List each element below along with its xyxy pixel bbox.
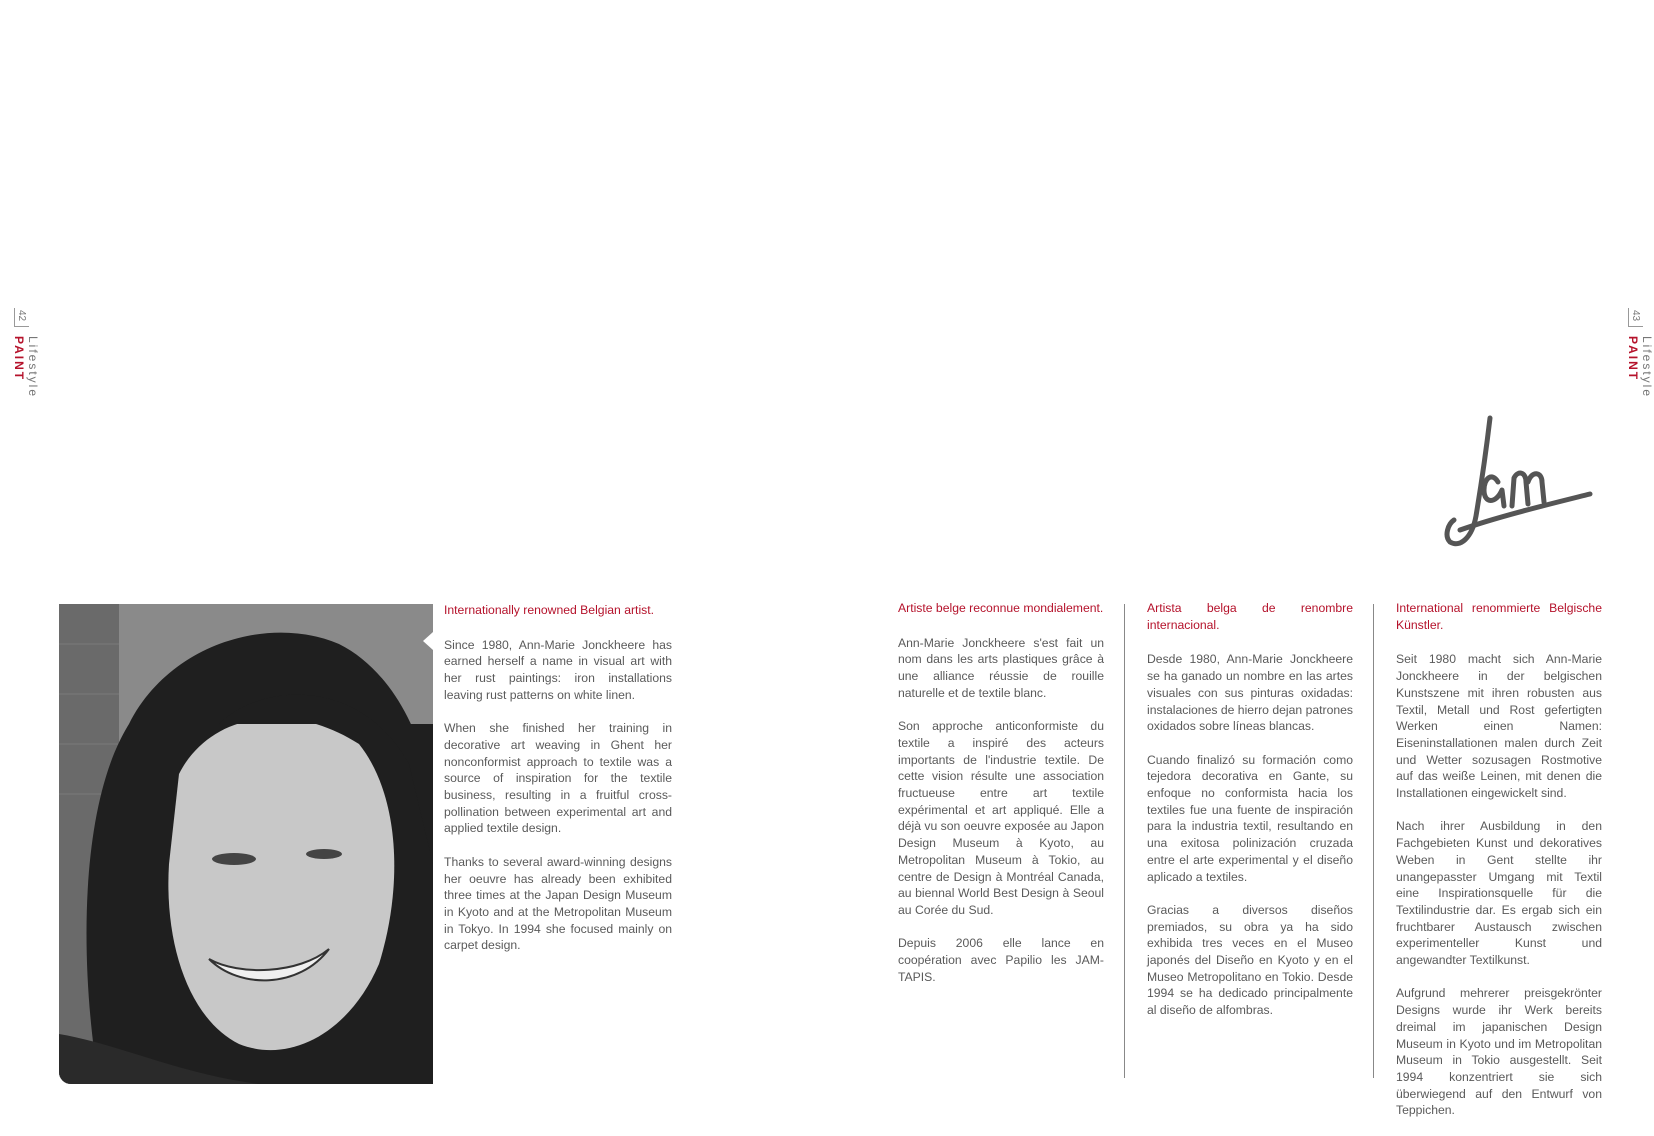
section-label-prefix: Lifestyle bbox=[1640, 336, 1654, 399]
left-page-tab bbox=[10, 308, 40, 448]
section-label-brand: PAINT bbox=[12, 336, 26, 382]
english-paragraph: When she finished her training in decorative art weaving in Ghent her nonconformist approach to textile was a source of inspiration for the textile business, resulting in a fruitful cross-pollination between experimental art and applied textile design. bbox=[444, 721, 672, 836]
page-number: 42 bbox=[16, 309, 28, 322]
spanish-heading: Artista belga de renombre internacional. bbox=[1147, 601, 1353, 632]
german-heading: International renommierte Belgische Künstler. bbox=[1396, 601, 1602, 632]
spanish-paragraph: Desde 1980, Ann-Marie Jonckheere se ha ganado un nombre en las artes visuales con sus pinturas oxidadas: instalaciones de hierro dejan patrones oxidados sobre líneas blancas. bbox=[1147, 652, 1353, 734]
german-paragraph: Seit 1980 macht sich Ann-Marie Jonckheere in der belgischen Kunstszene mit ihren robusten aus Textil, Metall und Rost gefertigten Werken einen Namen: Eiseninstallationen malen durch Zeit und Wetter sozusagen Rostmotive auf das weiße Leinen, mit denen die Installationen eingewickelt sind. bbox=[1396, 652, 1602, 801]
spanish-text-column bbox=[1147, 600, 1353, 1036]
column-divider bbox=[1124, 604, 1125, 1078]
french-heading: Artiste belge reconnue mondialement. bbox=[898, 601, 1104, 615]
section-label-brand: PAINT bbox=[1626, 336, 1640, 382]
spanish-paragraph: Gracias a diversos diseños premiados, su obra ya ha sido exhibida tres veces en el Museo japonés del Diseño en Kyoto y en el Museo Metropolitano en Tokio. Desde 1994 se ha dedicado principalmente al diseño de alfombras. bbox=[1147, 902, 1353, 1018]
column-divider bbox=[1373, 604, 1374, 1078]
french-paragraph: Son approche anticonformiste du textile a inspiré des acteurs importants de l'industrie textile. De cette vision résulte une association fructueuse entre art textile expérimental et art appliqué. Elle a déjà vu son oeuvre exposée au Japon Design Museum à Kyoto, au Metropolitan Museum à Tokio, au centre de Design à Montréal Canada, au biennal World Best Design à Seoul au Corée du Sud. bbox=[898, 719, 1104, 917]
jam-signature-logo bbox=[1440, 412, 1600, 556]
right-page-tab bbox=[1624, 308, 1654, 448]
section-label bbox=[12, 336, 40, 448]
english-paragraph: Thanks to several award-winning designs her oeuvre has already been exhibited three times at the Japan Design Museum in Kyoto and at the Metropolitan Museum in Tokyo. In 1994 she focused mainly on carpet design. bbox=[444, 854, 672, 953]
section-label bbox=[1626, 336, 1654, 448]
page-number: 43 bbox=[1630, 309, 1642, 322]
english-heading: Internationally renowned Belgian artist. bbox=[444, 603, 655, 617]
photo-pointer-notch bbox=[423, 632, 433, 650]
english-text-column bbox=[444, 602, 672, 971]
english-paragraph: Since 1980, Ann-Marie Jonckheere has earned herself a name in visual art with her rust paintings: iron installations leaving rust patterns on white linen. bbox=[444, 637, 672, 702]
german-paragraph: Aufgrund mehrerer preisgekrönter Designs wurde ihr Werk bereits dreimal im japanischen Design Museum in Kyoto und im Metropolitan Museum in Tokio ausgestellt. Seit 1994 konzentriert sie sich überwiegend auf den Entwurf von Teppichen. bbox=[1396, 986, 1602, 1118]
section-label-prefix: Lifestyle bbox=[26, 336, 40, 399]
french-text-column bbox=[898, 600, 1104, 1002]
french-paragraph: Depuis 2006 elle lance en coopération avec Papilio les JAM-TAPIS. bbox=[898, 936, 1104, 984]
french-paragraph: Ann-Marie Jonckheere s'est fait un nom dans les arts plastiques grâce à une alliance réussie de rouille naturelle et de textile blanc. bbox=[898, 635, 1104, 700]
spanish-paragraph: Cuando finalizó su formación como tejedora decorativa en Gante, su enfoque no conformista hacia los textiles fue una fuente de inspiración para la industria textil, resultando en una exitosa polinización cruzada entre el arte experimental y el diseño aplicado a textiles. bbox=[1147, 752, 1353, 884]
artist-portrait-photo bbox=[59, 604, 433, 1084]
german-text-column bbox=[1396, 600, 1602, 1136]
german-paragraph: Nach ihrer Ausbildung in den Fachgebieten Kunst und dekoratives Weben in Gent stellte ihr unangepasster Umgang mit Textil eine Inspirationsquelle für die Textilindustrie dar. Es ergab sich ein fruchtbarer Austausch zwischen experimenteller Kunst und angewandter Textilkunst. bbox=[1396, 819, 1602, 968]
